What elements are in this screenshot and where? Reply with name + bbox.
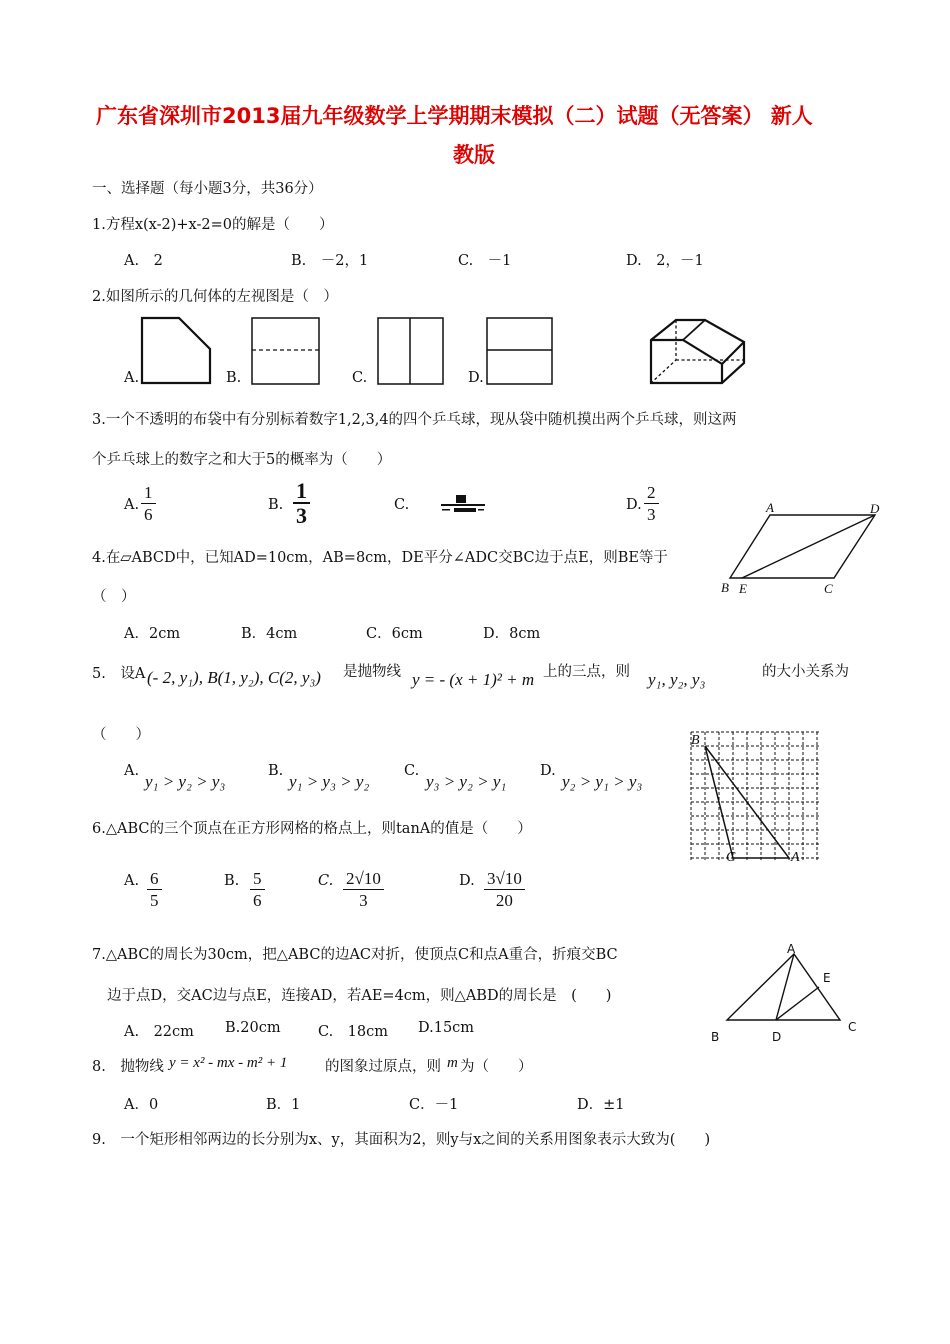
q8-stem-part2: 的图象过原点，则 xyxy=(325,1059,441,1075)
q4-label-d: D xyxy=(870,501,880,516)
q3-option-c: C. xyxy=(394,497,410,513)
fraction-denominator: 6 xyxy=(144,505,153,524)
q3-option-a: A. xyxy=(124,497,140,513)
q2-figure-c xyxy=(377,317,445,385)
q3-option-c-blurred-fraction xyxy=(438,494,488,520)
q7-stem-line2: 边于点D，交AC边与点E，连接AD，若AE=4cm，则△ABD的周长是 ( ) xyxy=(107,988,612,1004)
q5-stem-part3: 上的三点，则 xyxy=(543,664,630,680)
q6-option-a-fraction xyxy=(147,868,162,911)
q8-option-c: C．－1 xyxy=(409,1097,459,1113)
q2-option-b: B. xyxy=(226,370,242,386)
q1-option-b: B. －2，1 xyxy=(291,253,369,269)
q5-option-d-expr: y₂ > y₁ > y₃ xyxy=(562,772,643,791)
fraction-numerator: 1 xyxy=(141,482,156,504)
q5-points: (- 2, y₁), B(1, y₂), C(2, y₃) xyxy=(147,668,321,687)
fraction-denominator: 3 xyxy=(296,503,307,528)
fraction-numerator: 2√10 xyxy=(343,868,384,890)
q4-stem-line2: （ ） xyxy=(92,589,136,605)
q5-variables: y₁, y₂, y₃ xyxy=(648,670,706,689)
q6-stem: 6.△ABC的三个顶点在正方形网格的格点上，则tanA的值是（ ） xyxy=(92,821,532,837)
q8-stem-part3: 为（ ） xyxy=(460,1059,533,1075)
page-title-line1: 广东省深圳市2013届九年级数学上学期期末模拟（二）试题（无答案） 新人 xyxy=(96,104,813,128)
fraction-numerator: 1 xyxy=(293,480,310,504)
q2-option-c: C. xyxy=(352,370,368,386)
q7-option-d: D.15cm xyxy=(418,1020,475,1036)
q4-parallelogram-figure xyxy=(718,498,888,602)
q6-label-a: A xyxy=(791,850,800,865)
fraction-denominator: 6 xyxy=(253,891,262,910)
q3-option-b-fraction xyxy=(293,480,310,528)
q3-option-b: B. xyxy=(268,497,284,513)
q5-option-c: C. xyxy=(404,763,420,779)
q5-option-b-expr: y₁ > y₃ > y₂ xyxy=(289,772,370,791)
q6-label-b: B xyxy=(691,733,700,748)
q4-label-e: E xyxy=(739,581,747,596)
q2-option-a: A. xyxy=(124,370,140,386)
q2-option-d: D. xyxy=(468,370,484,386)
q2-figure-a xyxy=(141,317,213,385)
q4-stem-line1: 4.在▱ABCD中，已知AD=10cm，AB=8cm，DE平分∠ADC交BC边于点E，则BE等于 xyxy=(92,550,668,566)
q3-option-d-fraction xyxy=(644,482,659,525)
q8-expression: y = x² - mx - m² + 1 xyxy=(169,1055,288,1071)
q3-option-a-fraction xyxy=(141,482,156,525)
q7-label-e: E xyxy=(823,971,831,985)
q7-option-a: A. 22cm xyxy=(124,1024,194,1040)
q4-label-a: A xyxy=(766,500,774,515)
fraction-numerator: 2 xyxy=(644,482,659,504)
q6-option-d-fraction xyxy=(484,868,525,911)
q6-option-b: B. xyxy=(224,873,240,889)
q5-stem-line2: （ ） xyxy=(92,727,150,743)
q7-label-d: D xyxy=(772,1030,782,1044)
q7-option-b: B.20cm xyxy=(225,1020,281,1036)
q8-stem-part1: 8. 抛物线 xyxy=(92,1059,164,1075)
q6-option-c: C. xyxy=(318,873,334,889)
q5-stem-part1: 5. 设A xyxy=(92,666,146,682)
q5-stem-part2: 是抛物线 xyxy=(343,664,401,680)
q4-option-c: C．6cm xyxy=(366,626,423,642)
q1-option-c: C. －1 xyxy=(458,253,512,269)
q8-variable: m xyxy=(447,1055,458,1071)
q4-label-c: C xyxy=(824,581,833,596)
page-title-line2: 教版 xyxy=(453,143,495,167)
q8-option-b: B．1 xyxy=(266,1097,301,1113)
q5-stem-part4: 的大小关系为 xyxy=(762,664,849,680)
q7-stem-line1: 7.△ABC的周长为30cm，把△ABC的边AC对折，使顶点C和点A重合，折痕交BC xyxy=(92,947,618,963)
q6-option-b-fraction xyxy=(250,868,265,911)
q6-grid-figure xyxy=(690,730,826,864)
q5-option-a-expr: y₁ > y₂ > y₃ xyxy=(145,772,226,791)
q8-option-a: A．0 xyxy=(124,1097,159,1113)
q8-option-d: D．±1 xyxy=(577,1097,625,1113)
q5-option-d: D. xyxy=(540,763,556,779)
q7-triangle-figure xyxy=(704,940,864,1046)
q3-stem-line1: 3.一个不透明的布袋中有分别标着数字1,2,3,4的四个乒乓球，现从袋中随机摸出两个乒乓球，则这两 xyxy=(92,412,737,428)
q7-label-b: B xyxy=(711,1030,720,1044)
fraction-denominator: 3 xyxy=(647,505,656,524)
q4-label-b: B xyxy=(721,580,729,595)
q1-stem: 1.方程x(x-2)+x-2=0的解是（ ） xyxy=(92,217,334,233)
q3-stem-line2: 个乒乓球上的数字之和大于5的概率为（ ） xyxy=(92,452,392,468)
q2-figure-b xyxy=(251,317,321,385)
q5-option-a: A. xyxy=(124,763,140,779)
fraction-denominator: 5 xyxy=(150,891,159,910)
q5-option-c-expr: y₃ > y₂ > y₁ xyxy=(426,772,507,791)
fraction-denominator: 3 xyxy=(359,891,368,910)
q6-option-c-fraction xyxy=(343,868,384,911)
q3-option-d: D. xyxy=(626,497,642,513)
q7-option-c: C. 18cm xyxy=(318,1024,389,1040)
fraction-numerator: 5 xyxy=(250,868,265,890)
fraction-numerator: 6 xyxy=(147,868,162,890)
q1-option-d: D. 2，－1 xyxy=(626,253,704,269)
q2-figure-d xyxy=(486,317,554,385)
q5-parabola: y = - (x + 1)² + m xyxy=(412,670,535,689)
q6-label-c: C xyxy=(726,850,736,865)
q2-stem: 2.如图所示的几何体的左视图是（ ） xyxy=(92,289,338,305)
q4-option-b: B．4cm xyxy=(241,626,298,642)
q7-label-c: C xyxy=(848,1020,857,1034)
q2-solid-figure xyxy=(648,318,750,386)
q5-option-b: B. xyxy=(268,763,284,779)
q1-option-a: A. 2 xyxy=(124,253,163,269)
q4-option-a: A．2cm xyxy=(124,626,181,642)
section-heading: 一、选择题（每小题3分，共36分） xyxy=(92,181,323,197)
q7-label-a: A xyxy=(787,942,796,956)
q6-option-d: D. xyxy=(459,873,475,889)
q9-stem: 9. 一个矩形相邻两边的长分别为x、y，其面积为2，则y与x之间的关系用图象表示大致为( ) xyxy=(92,1132,711,1148)
q4-option-d: D．8cm xyxy=(483,626,541,642)
fraction-denominator: 20 xyxy=(495,891,513,910)
fraction-numerator: 3√10 xyxy=(484,868,525,890)
q6-option-a: A. xyxy=(124,873,140,889)
